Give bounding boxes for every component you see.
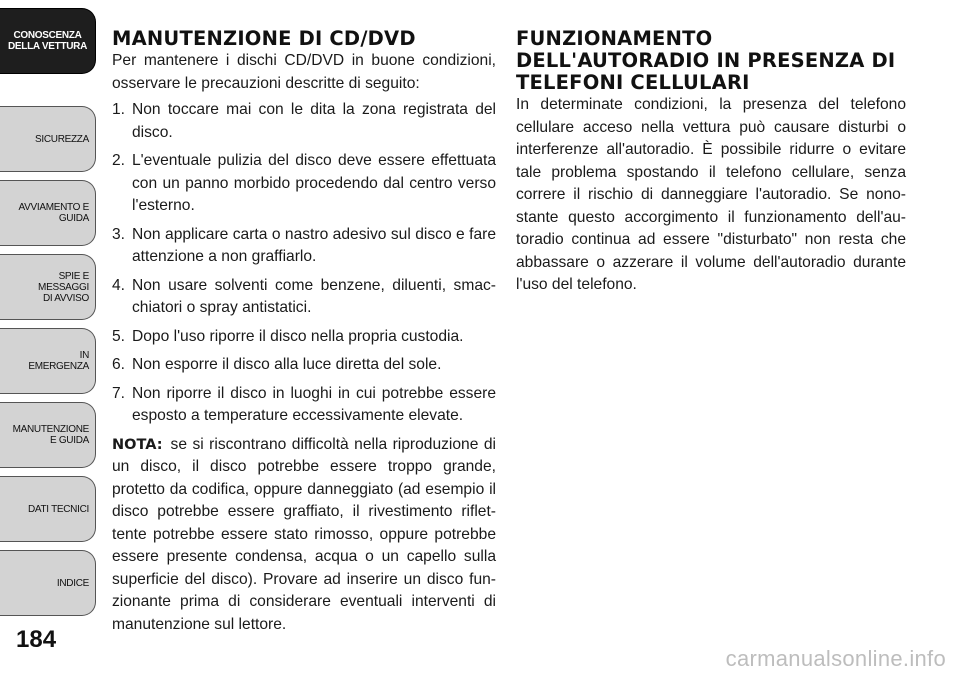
tab-dati-tecnici[interactable] (0, 476, 96, 542)
note-label: NOTA: (112, 436, 163, 453)
list-item (112, 354, 496, 377)
list-text: Non riporre il disco in luoghi in cui potrebbe essere esposto a temperature eccessivamente elevate. (132, 384, 496, 424)
list-item (112, 150, 496, 218)
list-item (112, 224, 496, 269)
tab-label: IN EMERGENZA (28, 350, 89, 372)
list-number: 3. (112, 225, 126, 243)
section-title-cd-dvd: MANUTENZIONE DI CD/DVD (112, 27, 416, 50)
tab-label: DATI TECNICI (27, 503, 89, 515)
list-text: Non usare solventi come benzene, diluenti, smac-chiatori o spray antistatici. (132, 276, 496, 316)
list-text: Non applicare carta o nastro adesivo sul disco e fare attenzione a non graffiarlo. (132, 225, 496, 265)
list-number: 6. (112, 356, 126, 373)
list-text: L'eventuale pulizia del disco deve essere effettuata con un panno morbido procedendo dal centro verso l'esterno. (132, 152, 496, 214)
intro-paragraph: Per mantenere i dischi CD/DVD in buone condizioni, osservare le precauzioni descritte di seguito: (112, 52, 496, 92)
list-text: Non esporre il disco alla luce diretta del sole. (132, 356, 442, 373)
tab-label: CONOSCENZA DELLA VETTURA (7, 30, 88, 52)
list-number: 4. (112, 276, 126, 294)
list-text: Dopo l'uso riporre il disco nella propria custodia. (132, 327, 464, 345)
precautions-list (112, 99, 496, 428)
page-number: 184 (16, 626, 57, 653)
body-paragraph: In determinate condizioni, la presenza del telefono cellulare acceso nella vettura può causare disturbi o interferenze all'autoradio. È possibile ridurre o evitare tale problema spostando il telefono cellulare, senza correre il rischio di danneggiare l'autoradio. Se nono-stante questo accorgimento il funzionamento dell'au-toradio continua ad essere "disturbato" non resta che abbassare o azzerare il volume dell'autoradio durante l'uso del telefono. (516, 96, 906, 293)
note-text: se si riscontrano difficoltà nella riproduzione di un disco, il disco potrebbe essere troppo grande, protetto da codifica, oppure danneggiato (ad esempio il disco potrebbe essere graffiato, il rivestimento riflet-tente potrebbe essere stato rimosso, oppure potrebbe essere presente condensa, acqua o un capello sulla superficie del disco). Provare ad inserire un disco fun-zionante prima di considerare eventuali interventi di manutenzione sul lettore. (112, 435, 496, 633)
list-text: Non toccare mai con le dita la zona registrata del disco. (132, 101, 496, 141)
tab-in-emergenza[interactable] (0, 328, 96, 394)
list-item (112, 275, 496, 320)
list-number: 5. (112, 327, 126, 345)
tab-label: INDICE (56, 577, 89, 589)
list-item (112, 383, 496, 428)
right-column (516, 28, 906, 297)
watermark-text: carmanualsonline.info (725, 646, 946, 671)
tab-label: AVVIAMENTO E GUIDA (18, 202, 89, 224)
section-title-cellulari: FUNZIONAMENTO DELL'AUTORADIO IN PRESENZA DI TELEFONI CELLULARI (516, 27, 896, 94)
list-number: 2. (112, 152, 126, 169)
left-column (112, 28, 496, 636)
note-paragraph (112, 434, 496, 637)
tab-label: MANUTENZIONE E GUIDA (12, 424, 89, 446)
tab-indice[interactable] (0, 550, 96, 616)
tab-label: SPIE E MESSAGGI DI AVVISO (38, 270, 89, 304)
tab-conoscenza-della-vettura[interactable] (0, 8, 96, 74)
tab-manutenzione-e-guida[interactable] (0, 402, 96, 468)
list-number: 7. (112, 384, 126, 402)
tab-avviamento-e-guida[interactable] (0, 180, 96, 246)
tab-sicurezza[interactable] (0, 106, 96, 172)
chapter-sidebar (0, 0, 100, 640)
list-item (112, 99, 496, 144)
tab-label: SICUREZZA (35, 133, 89, 145)
tab-spie-e-messaggi[interactable] (0, 254, 96, 320)
list-number: 1. (112, 101, 126, 118)
list-item (112, 326, 496, 349)
